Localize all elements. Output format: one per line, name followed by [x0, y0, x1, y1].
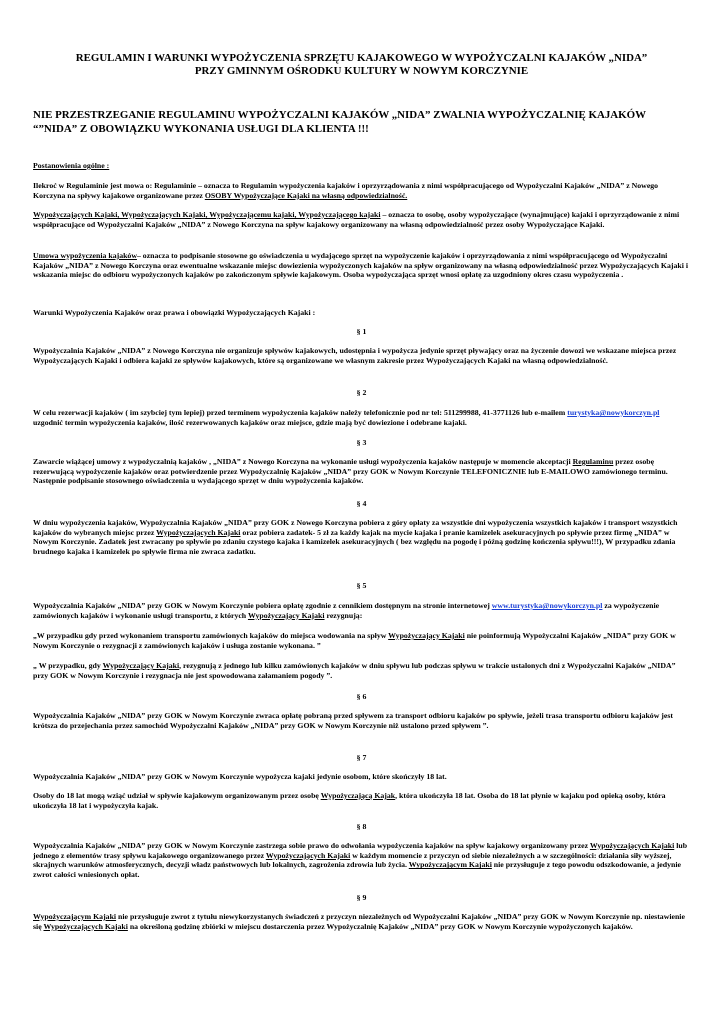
- section-1-text: Wypożyczalnia Kajaków „NIDA” z Nowego Korczyna nie organizuje spływów kajakowych, udostępnia i wypożycza jedynie sprzęt pływający oraz na życzenie dowozi we wskazane miejsca przez Wypożyczających Kajaki i odbiera kajaki ze spływów kajakowych, które są organizowane we własnym zakresie przez Wypożyczających Kajaki na własną odpowiedzialność.: [33, 346, 677, 365]
- quote-2-underline: Wypożyczający Kajaki: [102, 661, 180, 670]
- document-page: [33, 52, 690, 931]
- wypozyczajacy-term: Wypożyczających Kajaki, Wypożyczających Kajaki, Wypożyczającemu kajaki, Wypożyczającego kajaki: [33, 210, 381, 219]
- regulamin-text: Ilekroć w Regulaminie jest mowa o: Regulaminie – oznacza to Regulamin wypożyczenia kajaków i oprzyrządowania z nimi współpracującego od Wypożyczalni Kajaków „NIDA” z Nowego Korczyna na spływy kajakowe organizowane przez: [33, 181, 659, 200]
- section-5-underline: Wypożyczający Kajaki: [247, 610, 325, 620]
- section-4-text: [33, 518, 690, 556]
- section-9-text: [33, 912, 690, 931]
- section-2-text: [33, 408, 690, 427]
- quote-1-underline: Wypożyczający Kajaki: [388, 631, 465, 640]
- section-9-text-a: nie przysługuje zwrot z tytułu niewykorzystanych świadczeń z przyczyn niezależnych od Wypożyczalni Kajaków „NIDA” przy GOK w Nowym Korczynie np. niestawienie się: [33, 912, 685, 931]
- section-4-heading: § 4: [356, 499, 367, 508]
- section-9-underline-2: Wypożyczających Kajaki: [43, 921, 128, 931]
- section-5-quote-1: [33, 631, 690, 650]
- title-line-1: REGULAMIN I WARUNKI WYPOŻYCZENIA SPRZĘTU KAJAKOWEGO W WYPOŻYCZALNI KAJAKÓW „NIDA”: [75, 52, 648, 64]
- section-7-text: Wypożyczalnia Kajaków „NIDA” przy GOK w Nowym Korczynie wypożycza kajaki jedynie osobom, które skończyły 18 lat.: [33, 772, 447, 781]
- section-3-heading: § 3: [356, 438, 367, 447]
- section-7-underline: Wypożyczającą Kajak: [320, 791, 396, 800]
- section-9-heading: § 9: [356, 893, 367, 902]
- section-4-text-a: W dniu wypożyczenia kajaków, Wypożyczalnia Kajaków „NIDA” przy GOK z Nowego Korczyna pobiera z góry opłaty za wszystkie dni wypożyczenia wszystkich kajaków i transport wszystkich kajaków do wybranych miejsc przez: [33, 518, 678, 537]
- paragraph-wypozyczajacy: [33, 210, 690, 229]
- wypozyczajacy-text: – oznacza to osobę, osoby wypożyczające (wynajmujące) kajaki i oprzyrządowanie z nimi współpracujące od Wypożyczalni Kajaków „NIDA” z Nowego Korczyna na spływ kajakowy organizowany na własną odpowiedzialność przez osoby Wypożyczające Kajaki.: [33, 210, 680, 229]
- quote-2-text-b: , rezygnują z jednego lub kilku zamówionych kajaków w dniu spływu lub podczas spływu w trakcie ustalonych dni z Wypożyczalni Kajaków „NIDA” przy GOK w Nowym Korczynie i rezygnacja nie jest spowodowana załamaniem pogody ”.: [33, 661, 676, 680]
- section-2-text-a: W celu rezerwacji kajaków ( im szybciej tym lepiej) przed terminem wypożyczenia kajaków należy telefonicznie pod nr tel: 511299988, 41-3771126 lub e-mailem: [33, 408, 568, 417]
- section-2-text-b: uzgodnić termin wypożyczenia kajaków, ilość rezerwowanych kajaków oraz miejsce, gdzie mają być dowiezione i odebrane kajaki.: [33, 417, 467, 427]
- section-5-quote-2: [33, 661, 690, 680]
- warning-notice: NIE PRZESTRZEGANIE REGULAMINU WYPOŻYCZALNI KAJAKÓW „NIDA” ZWALNIA WYPOŻYCZALNIĘ KAJAKÓW “”NIDA” Z OBOWIĄZKU WYKONANIA USŁUGI DLA KLIENTA !!!: [33, 109, 646, 135]
- section-4-text-b: oraz pobiera zadatek- 5 zł za każdy kajak na mycie kajaka i pranie kamizelek asekuracyjnych po spływie przez firmę „NIDA” w Nowym Korczynie. Zadatek jest zwracany po spływie po zdaniu czystego kajaka i kamizelek asekuracyjnych ( bez względu na pogodę i późną godzinę kończenia spływu!!!), W przypadku zdania brudnego kajaka i kamizelek po spływie firma nie zwraca zadatku.: [33, 527, 676, 556]
- section-7-heading: § 7: [356, 753, 367, 762]
- quote-2-text-a: „ W przypadku, gdy: [33, 661, 103, 670]
- section-3-text: [33, 457, 690, 486]
- title-line-2: PRZY GMINNYM OŚRODKU KULTURY W NOWYM KORCZYNIE: [194, 65, 529, 77]
- section-3-text-b: przez osobę rezerwującą wypożyczenie kajaków oraz potwierdzenie przez Wypożyczalnię Kajaków „NIDA” przy GOK w Nowym Korczynie TELEFONICZNIE lub E-MAILOWO zamówionego terminu. Następnie podpisanie stosownego oświadczenia u wydającego sprzęt w dniu wypożyczenia kajaków.: [33, 457, 668, 486]
- quote-1-text-b: nie poinformują Wypożyczalni Kajaków „NIDA” przy GOK w Nowym Korczynie o rezygnacji z zamówionych kajaków i usługa zostanie wykonana. ”: [33, 631, 676, 650]
- section-7-text-2: [33, 791, 690, 810]
- section-8-underline-2: Wypożyczających Kajaki: [265, 850, 351, 860]
- paragraph-umowa: [33, 251, 690, 280]
- section-8-underline-3: Wypożyczającym Kajaki: [408, 860, 492, 870]
- quote-1-text-a: „W przypadku gdy przed wykonaniem transportu zamówionych kajaków do miejsca wodowania na spływ: [33, 631, 389, 640]
- section-8-text-d: nie przysługuje z tego powodu odszkodowanie, a jedynie zwrot całości wniesionych opłat.: [33, 860, 681, 879]
- section-8-text-c: w każdym momencie z przyczyn od siebie niezależnych a w szczególności: działania siły wyższej, skrajnych warunków atmosferycznych, decyzji władz państwowych lub lokalnych, zagrożenia zdrowia lub życia.: [33, 850, 672, 870]
- umowa-term: Umowa wypożyczenia kajaków: [33, 251, 137, 260]
- paragraph-regulamin: [33, 181, 690, 200]
- section-8-text-a: Wypożyczalnia Kajaków „NIDA” przy GOK w Nowym Korczynie zastrzega sobie prawo do odwołania wypożyczenia kajaków na spływ kajakowy organizowany przez: [33, 841, 590, 850]
- section-5-text-a: Wypożyczalnia Kajaków „NIDA” przy GOK w Nowym Korczynie pobiera opłatę zgodnie z cennikiem dostępnym na stronie internetowej: [33, 601, 492, 610]
- regulamin-underline: OSOBY Wypożyczające Kajaki na własną odpowiedzialność.: [204, 190, 408, 200]
- section-6-text: Wypożyczalnia Kajaków „NIDA” przy GOK w Nowym Korczynie zwraca opłatę pobraną przed spływem za transport odbioru kajaków po spływie, jeżeli trasa transportu odbioru kajaków jest krótsza do przejechania przez samochód Wypożyczalni Kajaków „NIDA” przy GOK w Nowym Korczynie niż ustalono przed spływem ”.: [33, 711, 673, 730]
- website-link[interactable]: www.turystyka@nowykorczyn.pl: [491, 601, 603, 610]
- section-7-text-2b: , która ukończyła 18 lat. Osoba do 18 lat płynie w kajaku pod opieką osoby, która ukończyła 18 lat i wypożyczyła kajak.: [33, 791, 666, 810]
- section-8-underline-1: Wypożyczających Kajaki: [589, 841, 675, 850]
- email-link[interactable]: turystyka@nowykorczyn.pl: [567, 408, 660, 417]
- section-3-underline: Regulaminu: [572, 457, 614, 466]
- section-6-heading: § 6: [356, 692, 367, 701]
- section-9-underline-1: Wypożyczającym Kajaki: [33, 912, 117, 921]
- section-8-text-b: lub jednego z elementów trasy spływu kajakowego organizowanego przez: [33, 841, 688, 860]
- document-title: [33, 52, 690, 78]
- section-5-text: [33, 601, 690, 620]
- conditions-heading: Warunki Wypożyczenia Kajaków oraz prawa i obowiązki Wypożyczających Kajaki :: [33, 308, 316, 317]
- umowa-text: – oznacza to podpisanie stosowne go oświadczenia u wydającego sprzęt na wypożyczenie kajaków i oprzyrządowania z nimi współpracującego od Wypożyczalni Kajaków „NIDA” z Nowego Korczyna oraz ewentualne wskazanie miejsc dowiezienia wypożyczonych kajaków na spływ organizowany na własną odpowiedzialność przez Wypożyczających Kajaki i wskazania miejsc do odbioru wypożyczonych kajaków po zakończonym spływie kajakowym. Osoba wypożyczająca sprzęt wnosi opłatę za uzgodniony okres czasu wypożyczenia .: [33, 251, 688, 280]
- section-4-underline: Wypożyczających Kajaki: [156, 527, 241, 537]
- section-7-text-2a: Osoby do 18 lat mogą wziąć udział w spływie kajakowym organizowanym przez osobę: [33, 791, 321, 800]
- section-9-text-b: na określoną godzinę zbiórki w miejscu dostarczenia przez Wypożyczalnię Kajaków „NIDA” przy GOK w Nowym Korczynie wypożyczonych kajaków.: [127, 921, 633, 931]
- section-3-text-a: Zawarcie wiążącej umowy z wypożyczalnią kajaków , „NIDA” z Nowego Korczyna na wykonanie usługi wypożyczenia kajaków następuje w momencie akceptacji: [33, 457, 573, 466]
- section-1-heading: § 1: [356, 327, 367, 336]
- section-5-heading: § 5: [356, 581, 367, 590]
- section-8-text: [33, 841, 690, 879]
- section-5-text-b: za wypożyczenie zamówionych kajaków i wykonanie usługi transportu, z których: [33, 601, 660, 620]
- section-2-heading: § 2: [356, 388, 367, 397]
- section-5-text-c: rezygnują:: [324, 610, 363, 620]
- section-8-heading: § 8: [356, 822, 367, 831]
- general-provisions-heading: Postanowienia ogólne :: [33, 161, 110, 170]
